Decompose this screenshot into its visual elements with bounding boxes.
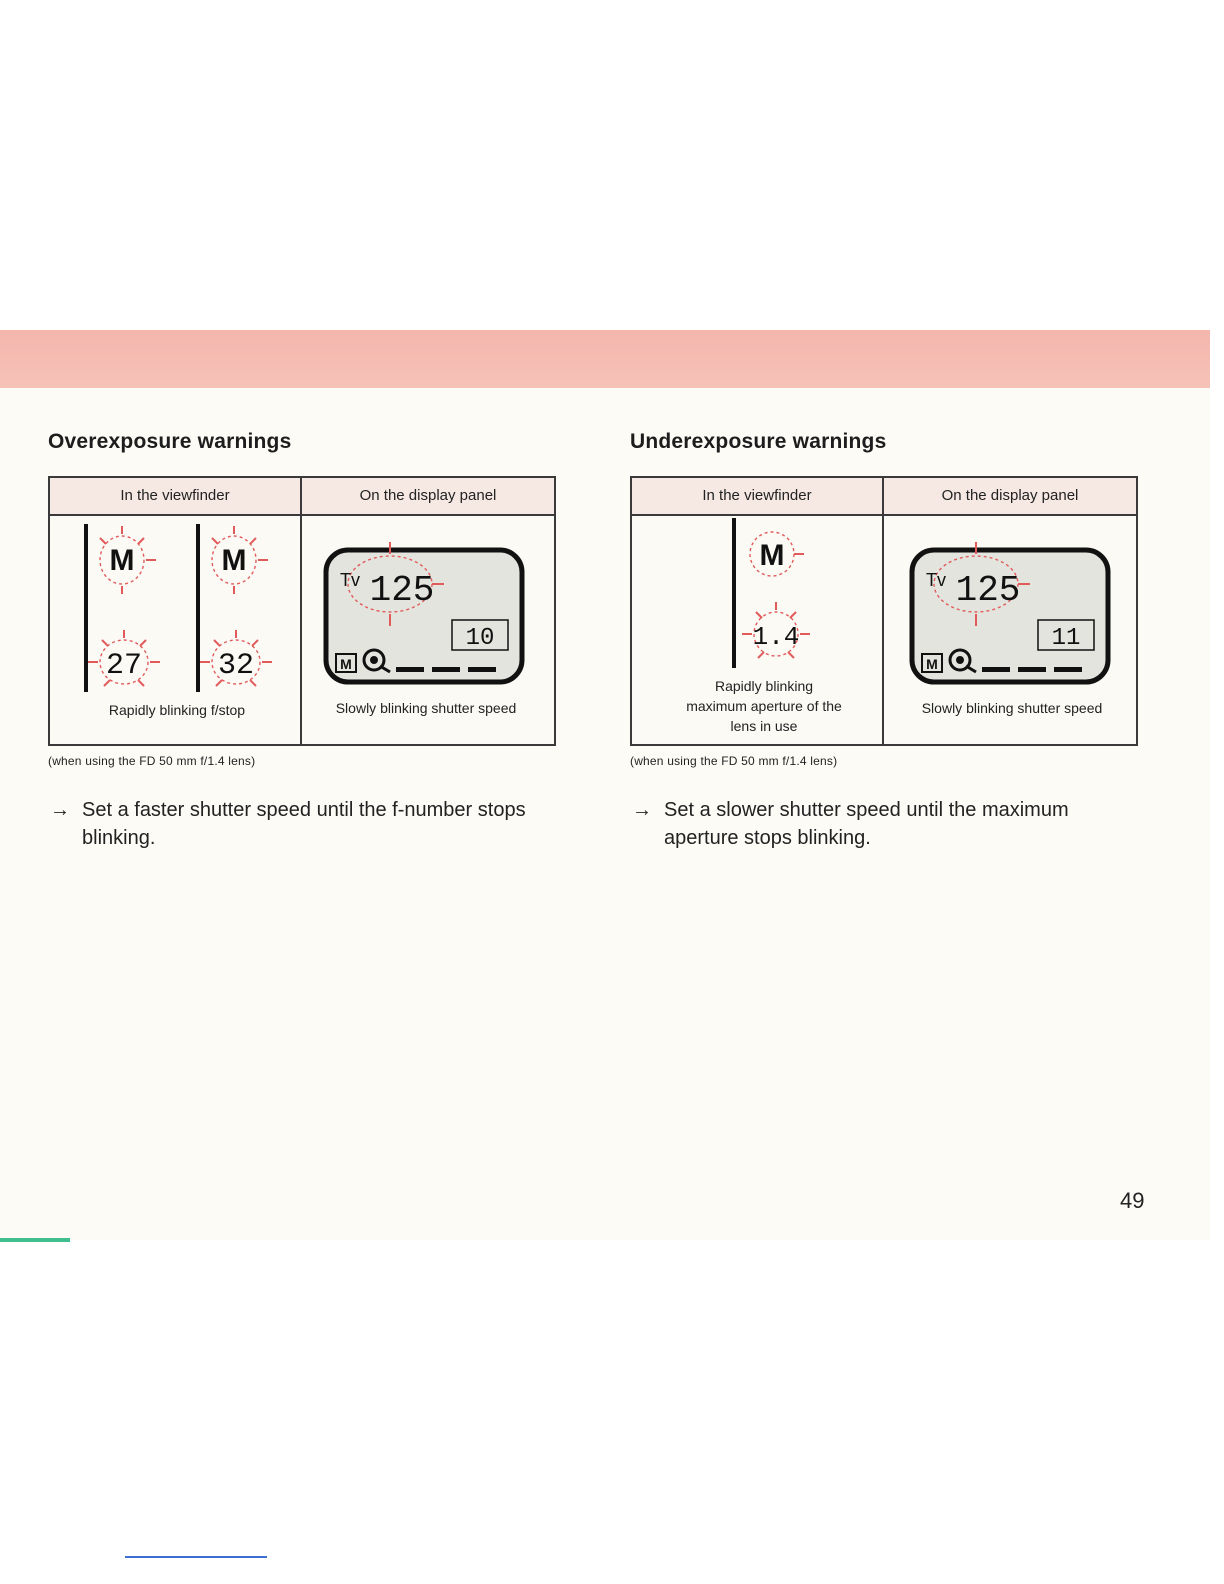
panel-caption: Slowly blinking shutter speed <box>921 700 1103 716</box>
column-divider <box>882 478 884 744</box>
lcd-panel <box>906 534 1114 692</box>
panel-mode-text: Tv <box>926 570 946 590</box>
blink-aperture-icon <box>738 600 814 666</box>
vf-value-text: 1.4 <box>752 622 800 652</box>
viewfinder-bar <box>732 518 736 668</box>
header-display-panel: On the display panel <box>359 487 497 504</box>
arrow-icon: → <box>50 799 70 821</box>
header-viewfinder: In the viewfinder <box>702 487 812 504</box>
panel-small-text: 11 <box>1051 625 1081 652</box>
underexposure-table <box>630 476 1138 746</box>
column-divider <box>300 478 302 744</box>
instruction <box>48 796 552 852</box>
header-band <box>0 330 1210 388</box>
manual-page <box>0 330 1210 1240</box>
vf-mode-text: M <box>221 544 247 577</box>
panel-mode-text: Tv <box>340 570 360 590</box>
overexposure-title: Overexposure warnings <box>48 430 292 453</box>
vf-value-text: 27 <box>105 649 143 683</box>
panel-small-text: 10 <box>465 625 495 652</box>
blink-mode-m-icon <box>94 524 158 596</box>
instruction <box>630 796 1134 852</box>
panel-speed-text: 125 <box>369 570 435 611</box>
viewfinder-caption: Rapidly blinking maximum aperture of the lens in use <box>686 678 842 734</box>
lcd-panel <box>320 534 528 692</box>
panel-m-text: M <box>926 656 938 672</box>
header-display-panel: On the display panel <box>941 487 1079 504</box>
vf-mode-text: M <box>759 539 785 572</box>
instruction-text: Set a faster shutter speed until the f-number stops blinking. <box>82 799 526 849</box>
panel-speed-text: 125 <box>955 570 1021 611</box>
header-viewfinder: In the viewfinder <box>120 487 230 504</box>
page-number: 49 <box>1120 1188 1145 1213</box>
mode-m-icon <box>742 524 806 584</box>
blink-fstop-icon <box>198 628 274 694</box>
arrow-icon: → <box>632 799 652 821</box>
page-edge-rule <box>0 1238 70 1242</box>
table-header <box>50 478 554 516</box>
panel-caption: Slowly blinking shutter speed <box>335 700 517 716</box>
table-header <box>632 478 1136 516</box>
lens-note: (when using the FD 50 mm f/1.4 lens) <box>630 754 838 768</box>
overexposure-section <box>48 430 558 852</box>
instruction-text: Set a slower shutter speed until the maximum aperture stops blinking. <box>664 799 1069 849</box>
underexposure-section <box>630 430 1140 852</box>
blink-fstop-icon <box>86 628 162 694</box>
blink-mode-m-icon <box>206 524 270 596</box>
lens-note: (when using the FD 50 mm f/1.4 lens) <box>48 754 256 768</box>
underexposure-title: Underexposure warnings <box>630 430 887 453</box>
overexposure-table <box>48 476 556 746</box>
vf-value-text: 32 <box>217 649 255 683</box>
footer-rule <box>125 1556 267 1558</box>
vf-mode-text: M <box>109 544 135 577</box>
viewfinder-caption: Rapidly blinking f/stop <box>108 702 246 718</box>
panel-m-text: M <box>340 656 352 672</box>
